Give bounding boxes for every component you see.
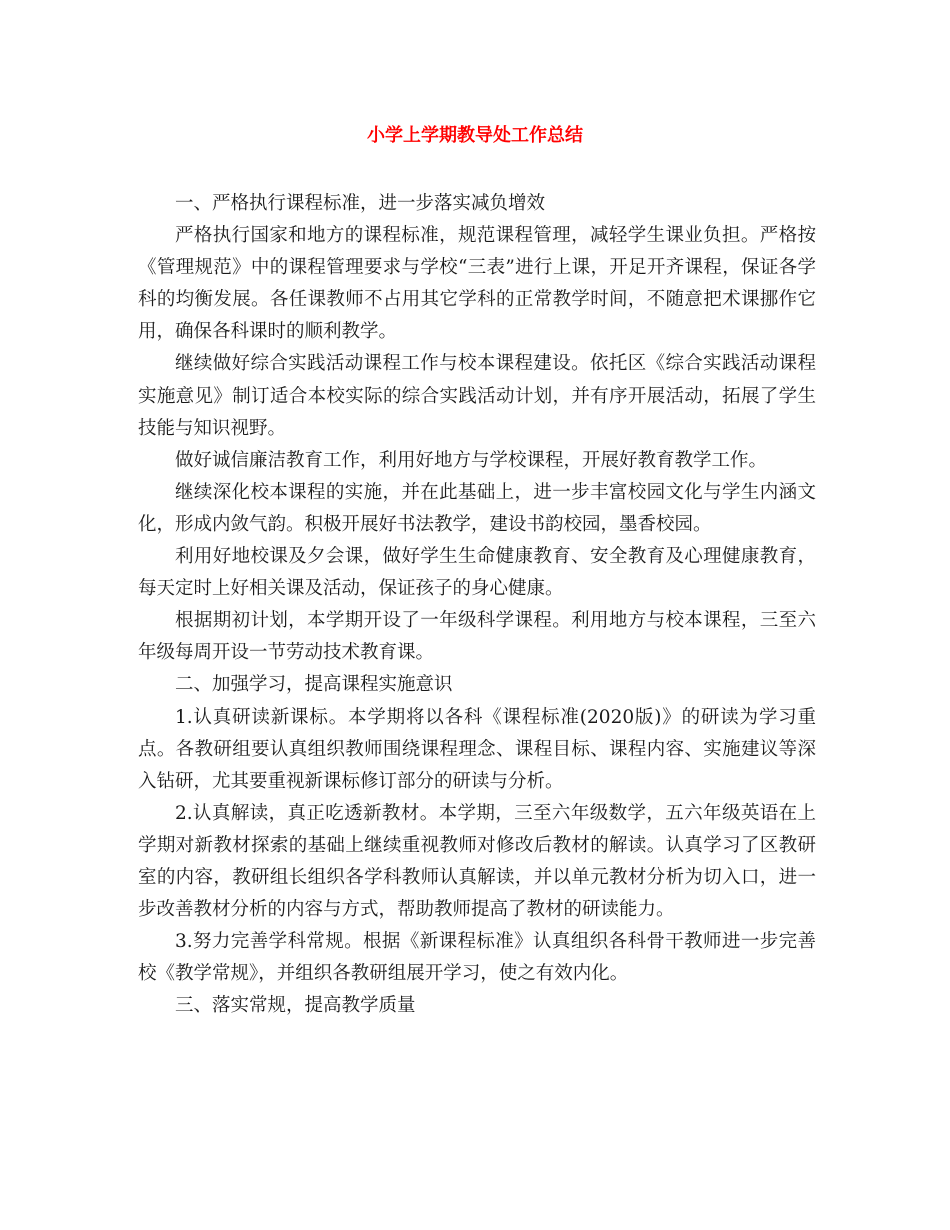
document-title: 小学上学期教导处工作总结 [367,125,583,146]
paragraph: 做好诚信廉洁教育工作，利用好地方与学校课程，开展好教育教学工作。 [175,449,768,471]
document-body [138,188,816,1022]
section-heading-3: 三、落实常规，提高教学质量 [175,995,416,1017]
paragraph: 严格执行国家和地方的课程标准，规范课程管理，减轻学生课业负担。严格按《管理规范》中的课程管理要求与学校“三表”进行上课，开足开齐课程，保证各学科的均衡发展。各任课教师不占用其它学科的正常教学时间，不随意把术课挪作它用，确保各科课时的顺利教学。 [138,225,816,343]
section-heading-2: 二、加强学习，提高课程实施意识 [175,674,453,696]
paragraph: 继续做好综合实践活动课程工作与校本课程建设。依托区《综合实践活动课程实施意见》制订适合本校实际的综合实践活动计划，并有序开展活动，拓展了学生技能与知识视野。 [138,353,816,439]
paragraph: 利用好地校课及夕会课，做好学生生命健康教育、安全教育及心理健康教育，每天定时上好相关课及活动，保证孩子的身心健康。 [138,546,816,600]
paragraph: 3.努力完善学科常规。根据《新课程标准》认真组织各科骨干教师进一步完善校《教学常规》，并组织各教研组展开学习，使之有效内化。 [138,931,816,985]
paragraph: 2.认真解读，真正吃透新教材。本学期，三至六年级数学，五六年级英语在上学期对新教材探索的基础上继续重视教师对修改后教材的解读。认真学习了区教研室的内容，教研组长组织各学科教师认真解读，并以单元教材分析为切入口，进一步改善教材分析的内容与方式，帮助教师提高了教材的研读能力。 [138,802,816,921]
paragraph: 1.认真研读新课标。本学期将以各科《课程标准(2020版)》的研读为学习重点。各教研组要认真组织教师围绕课程理念、课程目标、课程内容、实施建议等深入钻研，尤其要重视新课标修订部分的研读与分析。 [138,706,816,792]
paragraph: 继续深化校本课程的实施，并在此基础上，进一步丰富校园文化与学生内涵文化，形成内敛气韵。积极开展好书法教学，建设书韵校园，墨香校园。 [138,481,816,535]
paragraph: 根据期初计划，本学期开设了一年级科学课程。利用地方与校本课程，三至六年级每周开设一节劳动技术教育课。 [138,610,816,664]
section-heading-1: 一、严格执行课程标准，进一步落实减负增效 [175,193,546,214]
